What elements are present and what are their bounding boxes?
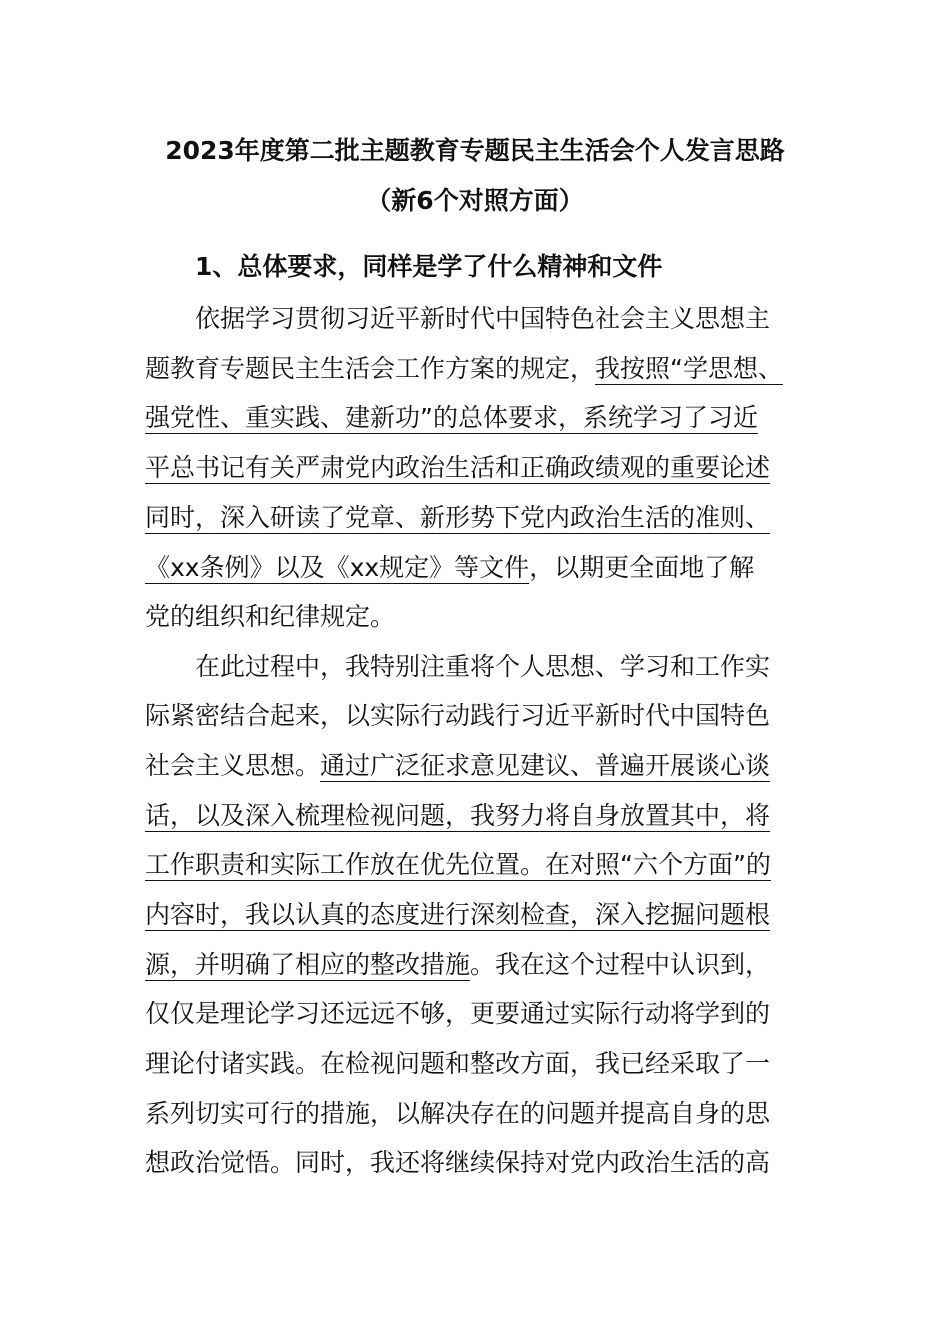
underlined-text-run: 我按照“学思想、 [595, 354, 783, 383]
text-run: 社会主义思想。 [145, 751, 321, 780]
text-run: 际紧密结合起来，以实际行动践行习近平新时代中国特色 [145, 701, 771, 730]
paragraph-line [145, 997, 770, 1031]
text-run: 党的组织和纪律规定。 [145, 602, 396, 631]
paragraph-line [145, 600, 395, 634]
paragraph-line [145, 1146, 770, 1180]
paragraph-line [145, 699, 770, 733]
paragraph-line [145, 1097, 770, 1131]
paragraph-line [195, 650, 770, 684]
text-run: 在此过程中，我特别注重将个人思想、学习和工作实 [195, 652, 771, 681]
section-heading: 1、总体要求，同样是学了什么精神和文件 [195, 252, 663, 281]
underlined-text-run: 话，以及深入梳理检视问题，我努力将自身放置其中，将 [145, 801, 771, 830]
paragraph-line [145, 401, 758, 435]
paragraph-line [145, 501, 770, 535]
text-run: 系列切实可行的措施，以解决存在的问题并提高自身的思 [145, 1099, 771, 1128]
paragraph-line [145, 848, 771, 882]
underlined-text-run: 《xx条例》以及《xx规定》等文件 [145, 553, 530, 582]
paragraph-line [145, 898, 770, 932]
text-run: 题教育专题民主生活会工作方案的规定， [145, 354, 596, 383]
paragraph-line [145, 352, 783, 386]
text-run: ，以期更全面地了解 [529, 553, 755, 582]
text-run: 想政治觉悟。同时，我还将继续保持对党内政治生活的高 [145, 1148, 771, 1177]
document-subtitle: （新6个对照方面） [366, 186, 584, 215]
underlined-text-run: 同时，深入研读了党章、新形势下党内政治生活的准则、 [145, 503, 771, 532]
underlined-text-run: 通过广泛征求意见建议、普遍开展谈心谈 [320, 751, 771, 780]
paragraph-line [145, 551, 754, 585]
text-run: 仅仅是理论学习还远远不够，更要通过实际行动将学到的 [145, 999, 771, 1028]
text-run: 。我在这个过程中认识到， [470, 950, 771, 979]
paragraph-line [145, 749, 770, 783]
underlined-text-run: 平总书记有关严肃党内政治生活和正确政绩观的重要论述 [145, 453, 771, 482]
paragraph-line [145, 799, 770, 833]
paragraph-line [145, 948, 770, 982]
paragraph-line [145, 451, 770, 485]
document-title: 2023年度第二批主题教育专题民主生活会个人发言思路 [165, 136, 785, 165]
text-run: 依据学习贯彻习近平新时代中国特色社会主义思想主 [195, 304, 771, 333]
underlined-text-run: 源，并明确了相应的整改措施 [145, 950, 471, 979]
underlined-text-run: 强党性、重实践、建新功”的总体要求，系统学习了习近 [145, 403, 758, 432]
paragraph-line [195, 302, 770, 336]
text-run: 理论付诸实践。在检视问题和整改方面，我已经采取了一 [145, 1049, 771, 1078]
underlined-text-run: 工作职责和实际工作放在优先位置。在对照“六个方面”的 [145, 850, 771, 879]
paragraph-line [145, 1047, 770, 1081]
underlined-text-run: 内容时，我以认真的态度进行深刻检查，深入挖掘问题根 [145, 900, 771, 929]
